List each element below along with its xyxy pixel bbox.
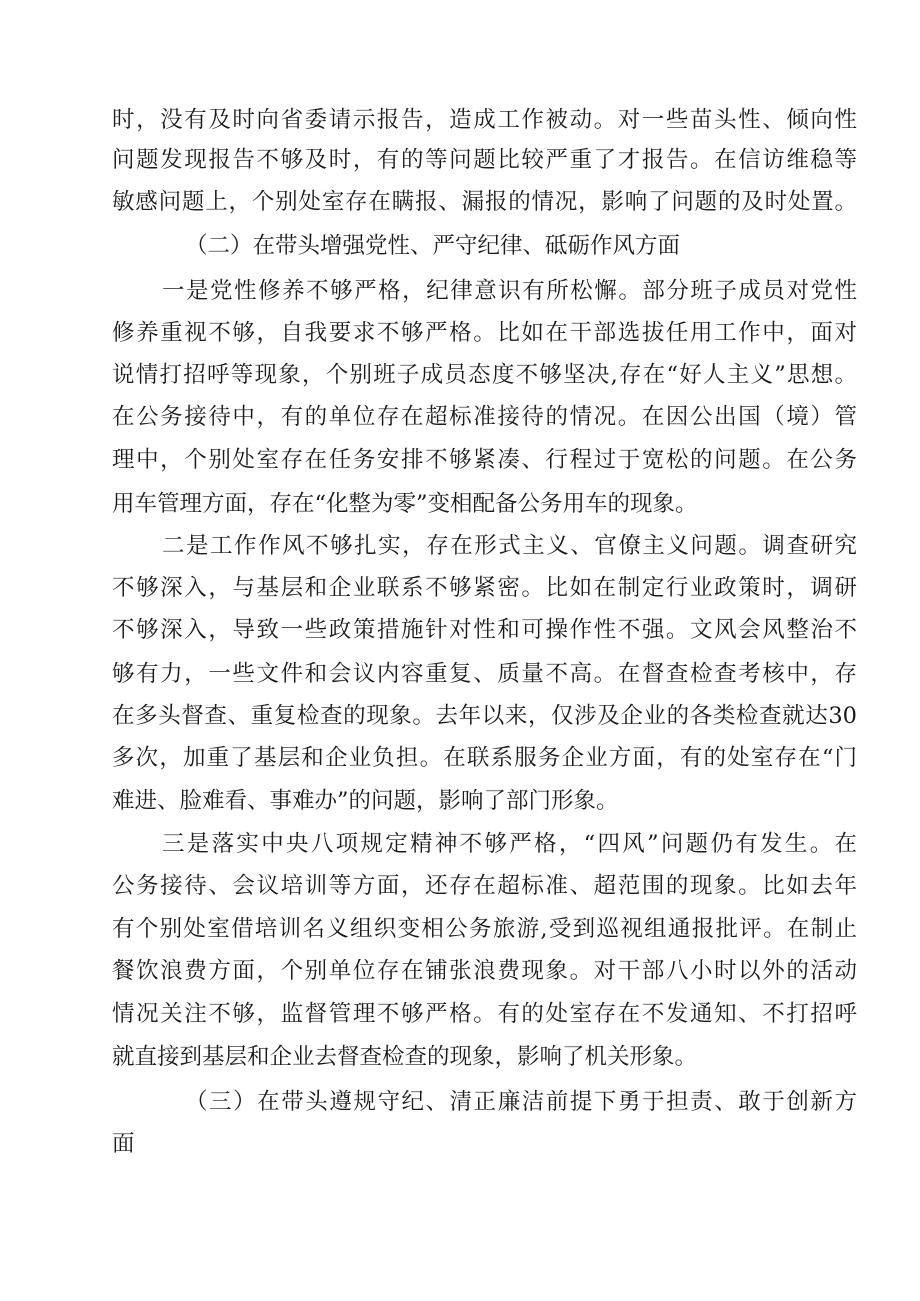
text-line: 说情打招呼等现象，个别班子成员态度不够坚决,存在“好人主义”思想。	[112, 362, 857, 388]
section-heading: （三）在带头遵规守纪、清正廉洁前提下勇于担责、敢于创新方	[185, 1089, 857, 1115]
text-line: 二是工作作风不够扎实，存在形式主义、官僚主义问题。调查研究	[162, 533, 857, 559]
text-line: 餐饮浪费方面，个别单位存在铺张浪费现象。对干部八小时以外的活动	[112, 958, 857, 984]
text-line: 理中，个别处室存在任务安排不够紧凑、行程过于宽松的问题。在公务	[112, 447, 857, 473]
text-line: 一是党性修养不够严格，纪律意识有所松懈。部分班子成员对党性	[162, 278, 857, 304]
text-line: 情况关注不够，监督管理不够严格。有的处室存在不发通知、不打招呼	[112, 1001, 857, 1027]
text-line: 在公务接待中，有的单位存在超标准接待的情况。在因公出国（境）管	[112, 404, 857, 430]
text-line: 有个别处室借培训名义组织变相公务旅游,受到巡视组通报批评。在制止	[112, 916, 857, 942]
text-line: 三是落实中央八项规定精神不够严格，“四风”问题仍有发生。在	[162, 831, 857, 857]
text-line: 修养重视不够，自我要求不够严格。比如在干部选拔任用工作中，面对	[112, 320, 857, 346]
section-heading: （二）在带头增强党性、严守纪律、砥砺作风方面	[185, 233, 681, 259]
text-line: 公务接待、会议培训等方面，还存在超标准、超范围的现象。比如去年	[112, 873, 857, 899]
text-line: 难进、脸难看、事难办”的问题，影响了部门形象。	[112, 788, 619, 814]
text-line: 不够深入，导致一些政策措施针对性和可操作性不强。文风会风整治不	[112, 617, 857, 643]
text-line: 在多头督查、重复检查的现象。去年以来，仅涉及企业的各类检查就达30	[112, 703, 857, 729]
text-line: 够有力，一些文件和会议内容重复、质量不高。在督查检查考核中，存	[112, 661, 857, 687]
text-line: 不够深入，与基层和企业联系不够紧密。比如在制定行业政策时，调研	[112, 575, 857, 601]
text-line: 时，没有及时向省委请示报告，造成工作被动。对一些苗头性、倾向性	[112, 107, 857, 133]
text-line: 敏感问题上，个别处室存在瞒报、漏报的情况，影响了问题的及时处置。	[112, 189, 857, 215]
text-line: 问题发现报告不够及时，有的等问题比较严重了才报告。在信访维稳等	[112, 147, 857, 173]
text-line: 多次，加重了基层和企业负担。在联系服务企业方面，有的处室存在“门	[112, 745, 857, 771]
text-line: 就直接到基层和企业去督查检查的现象，影响了机关形象。	[112, 1044, 698, 1070]
section-heading-continued: 面	[112, 1131, 135, 1157]
text-line: 用车管理方面，存在“化整为零”变相配备公务用车的现象。	[112, 491, 698, 517]
